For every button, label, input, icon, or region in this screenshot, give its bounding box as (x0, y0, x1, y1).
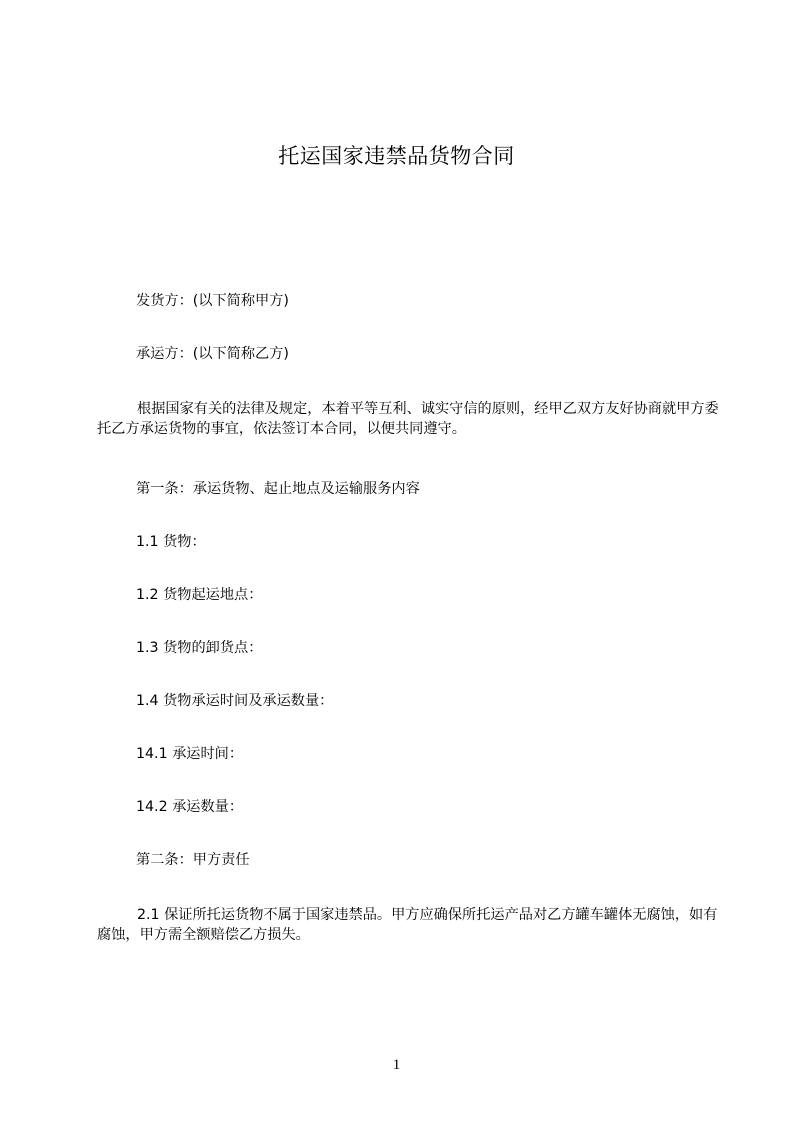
preamble-paragraph (97, 399, 719, 439)
shipper-line: 发货方：(以下简称甲方) (136, 293, 289, 309)
clause-1-2: 1.2 货物起运地点： (136, 587, 263, 603)
page-number: 1 (392, 1057, 401, 1073)
clause-1-4: 1.4 货物承运时间及承运数量： (136, 693, 334, 709)
clause-1-3: 1.3 货物的卸货点： (136, 640, 263, 656)
article-one-heading: 第一条：承运货物、起止地点及运输服务内容 (136, 481, 420, 497)
document-title: 托运国家违禁品货物合同 (278, 144, 515, 168)
clause-2-1-text: 2.1 保证所托运货物不属于国家违禁品。甲方应确保所托运产品对乙方罐车罐体无腐蚀，如有腐蚀，甲方需全额赔偿乙方损失。 (97, 907, 718, 943)
clause-14-2: 14.2 承运数量： (136, 799, 244, 815)
article-two-heading: 第二条：甲方责任 (136, 852, 250, 868)
preamble-text: 根据国家有关的法律及规定，本着平等互利、诚实守信的原则，经甲乙双方友好协商就甲方委托乙方承运货物的事宜，依法签订本合同，以便共同遵守。 (97, 401, 719, 437)
carrier-line: 承运方：(以下简称乙方) (136, 346, 289, 362)
clause-14-1: 14.1 承运时间： (136, 746, 244, 762)
clause-2-1 (97, 905, 719, 945)
clause-1-1: 1.1 货物： (136, 534, 206, 550)
